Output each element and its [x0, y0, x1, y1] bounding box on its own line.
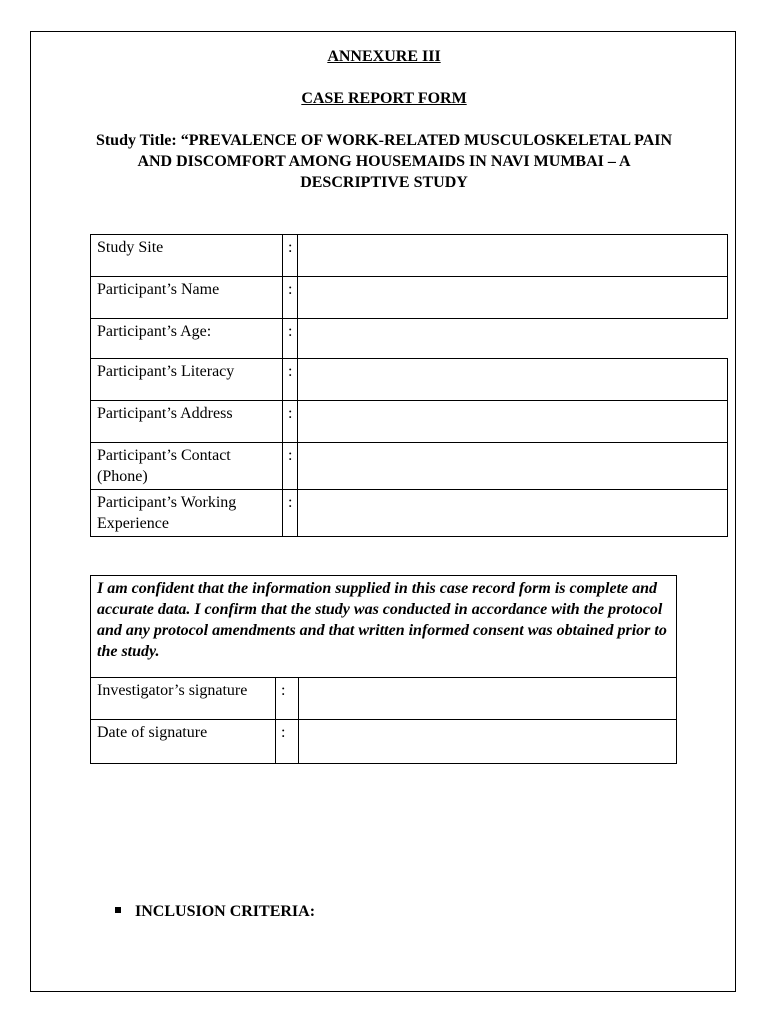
participant-literacy-field[interactable] — [298, 359, 728, 401]
participant-address-field[interactable] — [298, 401, 728, 443]
row-label: Participant’s Age: — [91, 319, 283, 359]
row-label: Participant’s Contact (Phone) — [91, 443, 283, 490]
inclusion-criteria-heading — [115, 903, 315, 921]
table-row — [91, 401, 728, 443]
row-colon: : — [283, 359, 298, 401]
row-colon: : — [283, 277, 298, 319]
row-label: Investigator’s signature — [91, 678, 276, 720]
table-row — [91, 720, 677, 764]
table-row — [91, 277, 728, 319]
table-row — [91, 235, 728, 277]
row-label: Participant’s Name — [91, 277, 283, 319]
row-label: Participant’s Working Experience — [91, 490, 283, 537]
declaration-text: I am confident that the information supplied in this case record form is complete and accurate data. I confirm that the study was conducted in accordance with the protocol and any protocol amendments and that written informed consent was obtained prior to the study. — [91, 576, 677, 678]
inclusion-label: INCLUSION CRITERIA: — [135, 903, 316, 920]
table-row — [91, 359, 728, 401]
table-row — [91, 443, 728, 490]
participant-experience-field[interactable] — [298, 490, 728, 537]
investigator-signature-field[interactable] — [299, 678, 677, 720]
row-label: Date of signature — [91, 720, 276, 764]
row-colon: : — [276, 678, 299, 720]
row-colon: : — [283, 319, 298, 359]
participant-table — [90, 234, 728, 537]
row-label: Participant’s Address — [91, 401, 283, 443]
row-colon: : — [276, 720, 299, 764]
table-row — [91, 319, 728, 359]
annexure-heading: ANNEXURE III — [327, 48, 441, 65]
row-colon: : — [283, 443, 298, 490]
form-title: CASE REPORT FORM — [301, 90, 467, 107]
study-title: Study Title: “PREVALENCE OF WORK-RELATED MUSCULOSKELETAL PAIN AND DISCOMFORT AMONG HOUSEMAIDS IN NAVI MUMBAI – A DESCRIPTIVE STUDY — [95, 132, 673, 191]
participant-age-field[interactable] — [298, 319, 728, 359]
participant-contact-field[interactable] — [298, 443, 728, 490]
study-site-field[interactable] — [298, 235, 728, 277]
square-bullet-icon — [115, 907, 121, 913]
table-row — [91, 490, 728, 537]
row-colon: : — [283, 401, 298, 443]
row-label: Participant’s Literacy — [91, 359, 283, 401]
row-label: Study Site — [91, 235, 283, 277]
table-row — [91, 678, 677, 720]
row-colon: : — [283, 235, 298, 277]
declaration-table — [90, 575, 677, 764]
declaration-row — [91, 576, 677, 678]
row-colon: : — [283, 490, 298, 537]
participant-name-field[interactable] — [298, 277, 728, 319]
signature-date-field[interactable] — [299, 720, 677, 764]
